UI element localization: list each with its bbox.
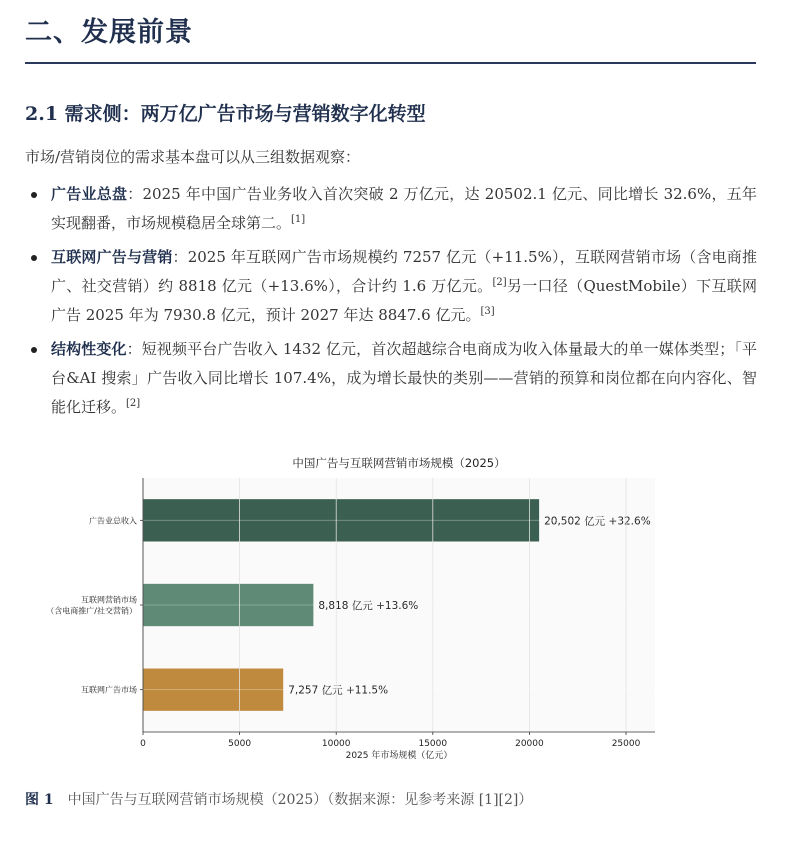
bullet-text: ：短视频平台广告收入 1432 亿元，首次超越综合电商成为收入体量最大的单一媒体类型；「平台&AI 搜索」广告收入同比增长 107.4%，成为增长最快的类别——营销的预算和岗位都在向内容化、智能化迁移。 bbox=[51, 340, 757, 416]
x-tick-label: 15000 bbox=[418, 739, 448, 749]
x-tick-label: 20000 bbox=[515, 739, 544, 749]
market-size-bar-chart bbox=[25, 450, 757, 765]
citation-link[interactable]: [3] bbox=[480, 306, 495, 317]
x-tick-label: 10000 bbox=[321, 739, 351, 749]
figure-caption-text: 中国广告与互联网营销市场规模（2025）（数据来源：见参考来源 [1][2]） bbox=[67, 792, 533, 808]
citation-link[interactable]: [2] bbox=[492, 277, 507, 288]
figure-caption bbox=[25, 789, 532, 809]
bar-value-label: 20,502 亿元 +32.6% bbox=[544, 515, 651, 528]
bullet-term: 互联网广告与营销 bbox=[51, 248, 173, 266]
category-label: 广告业总收入 bbox=[89, 516, 137, 526]
chart-title: 中国广告与互联网营销市场规模（2025） bbox=[292, 456, 506, 470]
category-label: （含电商推广/社交营销） bbox=[46, 606, 137, 616]
bullet-term: 广告业总盘 bbox=[51, 185, 128, 203]
bullet-text-continued: 另一口径（QuestMobile）下互联网广告 2025 年为 7930.8 亿元，预计 2027 年达 8847.6 亿元。 bbox=[51, 277, 758, 324]
x-axis-label: 2025 年市场规模（亿元） bbox=[345, 751, 453, 761]
bullet-text: ：2025 年中国广告业务收入首次突破 2 万亿元，达 20502.1 亿元、同比增长 32.6%，五年实现翻番，市场规模稳居全球第二。 bbox=[51, 185, 757, 232]
bullet-list bbox=[25, 180, 757, 427]
bullet-structural-change bbox=[25, 335, 757, 422]
citation-link[interactable]: [1] bbox=[291, 214, 306, 225]
bar-value-label: 7,257 亿元 +11.5% bbox=[288, 684, 389, 697]
x-tick-label: 5000 bbox=[228, 739, 252, 749]
x-tick-label: 0 bbox=[140, 739, 146, 749]
bullet-ad-industry bbox=[25, 180, 757, 238]
bullet-term: 结构性变化 bbox=[51, 340, 127, 358]
category-label: 互联网广告市场 bbox=[81, 685, 137, 695]
title-divider bbox=[25, 62, 756, 64]
figure-label: 图 1 bbox=[25, 792, 54, 808]
bullet-internet-ads bbox=[25, 243, 757, 330]
section-title: 二、发展前景 bbox=[25, 17, 193, 48]
intro-paragraph: 市场/营销岗位的需求基本盘可以从三组数据观察： bbox=[25, 148, 361, 166]
subsection-title: 2.1 需求侧：两万亿广告市场与营销数字化转型 bbox=[25, 103, 426, 125]
bullet-text: ：2025 年互联网广告市场规模约 7257 亿元（+11.5%），互联网营销市场（含电商推广、社交营销）约 8818 亿元（+13.6%），合计约 1.6 万亿元。 bbox=[51, 248, 757, 295]
bar-value-label: 8,818 亿元 +13.6% bbox=[318, 600, 419, 612]
citation-link[interactable]: [2] bbox=[126, 398, 141, 409]
category-label: 互联网营销市场 bbox=[81, 595, 137, 605]
x-tick-label: 25000 bbox=[611, 739, 641, 749]
